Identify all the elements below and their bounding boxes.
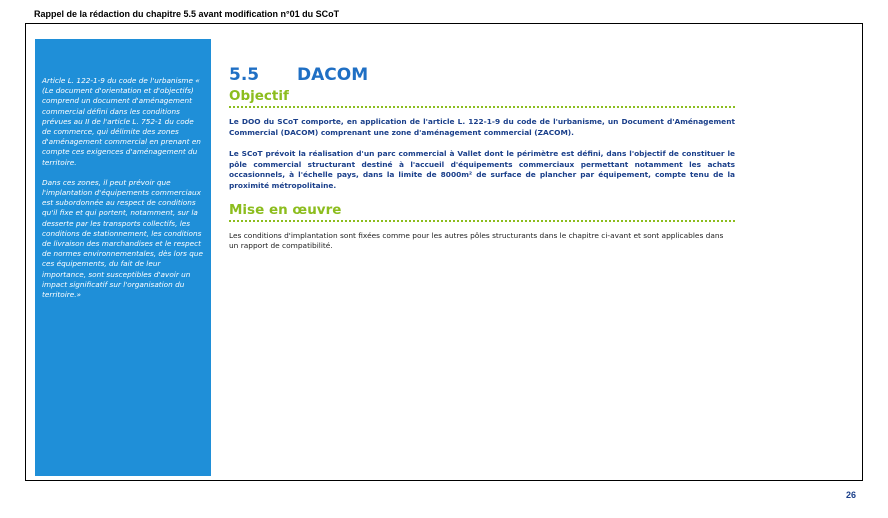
sidebar-paragraph-article: Article L. 122-1-9 du code de l'urbanisme « (Le document d'orientation et d'objectifs) comprend un document d'aménagement commercial défini dans les conditions prévues au II de l'article L. 752-1 du code de commerce, qui délimite des zones d'aménagement commercial en prenant en compte ces exigences d'aménagement du territoire.: [42, 76, 201, 167]
mise-en-oeuvre-heading: Mise en œuvre: [229, 202, 735, 222]
objectif-heading: Objectif: [229, 88, 735, 108]
page-header-title: Rappel de la rédaction du chapitre 5.5 avant modification n°01 du SCoT: [34, 9, 340, 19]
objectif-paragraph-vallet: Le SCoT prévoit la réalisation d'un parc commercial à Vallet dont le périmètre est défini, dans l'objectif de constituer le pôle commercial structurant destiné à l'accueil d'équipements commerciaux permettant notamment les achats occasionnels, à l'échelle pays, dans la limite de 8000m² de surface de plancher par équipement, compte tenu de la proximité métropolitaine.: [229, 149, 735, 190]
legal-reference-sidebar: [35, 39, 211, 476]
objectif-paragraph-doo: Le DOO du SCoT comporte, en application de l'article L. 122-1-9 du code de l'urbanisme, un Document d'Aménagement Commercial (DACOM) comprenant une zone d'aménagement commercial (ZACOM).: [229, 117, 735, 137]
mise-en-oeuvre-paragraph: Les conditions d'implantation sont fixées comme pour les autres pôles structurants dans le chapitre ci-avant et sont applicables dans un rapport de compatibilité.: [229, 230, 724, 251]
section-heading: [229, 64, 735, 86]
section-title: DACOM: [297, 65, 369, 85]
page-number: 26: [846, 490, 857, 500]
document-frame: [25, 23, 863, 481]
main-content: [229, 64, 735, 252]
sidebar-paragraph-conditions: Dans ces zones, il peut prévoir que l'implantation d'équipements commerciaux est subordonnée au respect de conditions qu'il fixe et qui portent, notamment, sur la desserte par les transports collectifs, les conditions de stationnement, les conditions de livraison des marchandises et le respect de normes environnementales, dès lors que ces équipements, du fait de leur importance, sont susceptibles d'avoir un impact significatif sur l'organisation du territoire.»: [42, 177, 204, 300]
section-number: 5.5: [229, 65, 260, 85]
